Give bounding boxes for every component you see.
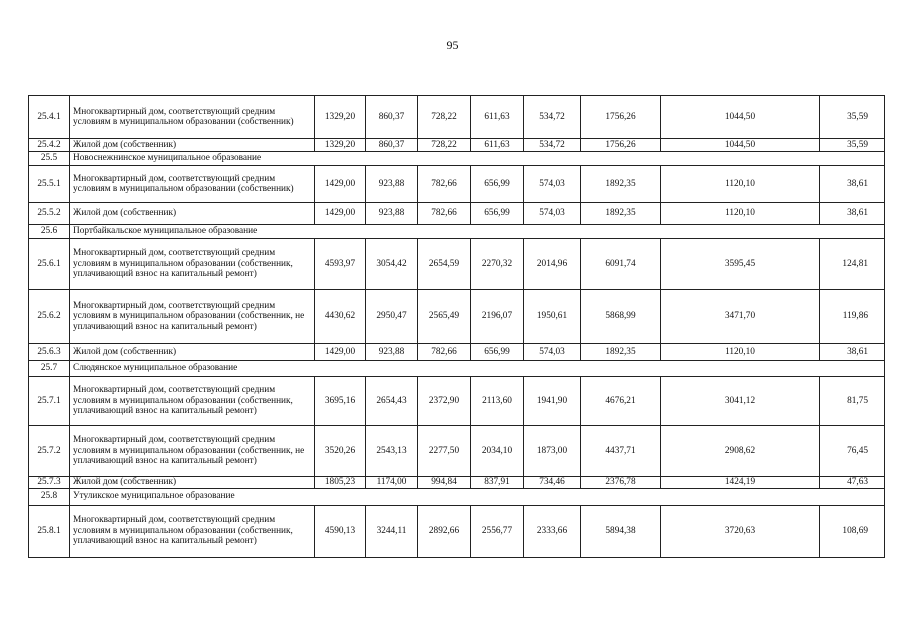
row-description: Многоквартирный дом, соответствующий средним условиям в муниципальном образовании (собственник): [70, 96, 315, 139]
value-cell: 728,22: [418, 96, 471, 139]
value-cell: 2654,43: [366, 377, 418, 426]
row-description: Многоквартирный дом, соответствующий средним условиям в муниципальном образовании (собственник): [70, 166, 315, 203]
value-cell: 35,59: [820, 96, 885, 139]
value-cell: 1120,10: [661, 166, 820, 203]
value-cell: 38,61: [820, 166, 885, 203]
table-row: [29, 344, 885, 361]
value-cell: 728,22: [418, 139, 471, 152]
value-cell: 119,86: [820, 290, 885, 344]
value-cell: 81,75: [820, 377, 885, 426]
value-cell: 1873,00: [524, 426, 581, 477]
value-cell: 4430,62: [315, 290, 366, 344]
value-cell: 1892,35: [581, 203, 661, 225]
row-number: 25.7.3: [29, 477, 70, 489]
row-number: 25.6.1: [29, 239, 70, 290]
value-cell: 4590,13: [315, 505, 366, 557]
value-cell: 1429,00: [315, 166, 366, 203]
value-cell: 534,72: [524, 96, 581, 139]
row-description: Многоквартирный дом, соответствующий средним условиям в муниципальном образовании (собственник, не уплачивающий взнос на капитальный ремонт): [70, 426, 315, 477]
table-row: [29, 477, 885, 489]
table-row: [29, 166, 885, 203]
value-cell: 1329,20: [315, 96, 366, 139]
value-cell: 1429,00: [315, 344, 366, 361]
section-title: Портбайкальское муниципальное образование: [70, 225, 885, 239]
value-cell: 2196,07: [471, 290, 524, 344]
row-number: 25.6.2: [29, 290, 70, 344]
value-cell: 3471,70: [661, 290, 820, 344]
value-cell: 38,61: [820, 344, 885, 361]
value-cell: 923,88: [366, 166, 418, 203]
value-cell: 4676,21: [581, 377, 661, 426]
value-cell: 734,46: [524, 477, 581, 489]
value-cell: 1892,35: [581, 166, 661, 203]
value-cell: 2543,13: [366, 426, 418, 477]
value-cell: 1120,10: [661, 344, 820, 361]
table-row: [29, 290, 885, 344]
section-row: [29, 152, 885, 166]
value-cell: 2565,49: [418, 290, 471, 344]
value-cell: 1892,35: [581, 344, 661, 361]
value-cell: 1941,90: [524, 377, 581, 426]
value-cell: 656,99: [471, 344, 524, 361]
value-cell: 3054,42: [366, 239, 418, 290]
value-cell: 2376,78: [581, 477, 661, 489]
section-row: [29, 488, 885, 505]
value-cell: 2556,77: [471, 505, 524, 557]
row-description: Жилой дом (собственник): [70, 477, 315, 489]
value-cell: 1805,23: [315, 477, 366, 489]
value-cell: 5894,38: [581, 505, 661, 557]
table-row: [29, 377, 885, 426]
row-number: 25.4.1: [29, 96, 70, 139]
value-cell: 2908,62: [661, 426, 820, 477]
value-cell: 47,63: [820, 477, 885, 489]
row-description: Многоквартирный дом, соответствующий средним условиям в муниципальном образовании (собственник, уплачивающий взнос на капитальный ремонт): [70, 377, 315, 426]
row-number: 25.6.3: [29, 344, 70, 361]
value-cell: 108,69: [820, 505, 885, 557]
value-cell: 5868,99: [581, 290, 661, 344]
value-cell: 611,63: [471, 96, 524, 139]
table-body: [29, 96, 885, 558]
row-number: 25.8.1: [29, 505, 70, 557]
table-row: [29, 139, 885, 152]
value-cell: 2892,66: [418, 505, 471, 557]
table-row: [29, 426, 885, 477]
section-row: [29, 361, 885, 377]
value-cell: 2270,32: [471, 239, 524, 290]
value-cell: 3595,45: [661, 239, 820, 290]
value-cell: 6091,74: [581, 239, 661, 290]
value-cell: 534,72: [524, 139, 581, 152]
value-cell: 574,03: [524, 344, 581, 361]
value-cell: 1329,20: [315, 139, 366, 152]
value-cell: 656,99: [471, 166, 524, 203]
row-description: Жилой дом (собственник): [70, 203, 315, 225]
value-cell: 2014,96: [524, 239, 581, 290]
row-description: Многоквартирный дом, соответствующий средним условиям в муниципальном образовании (собственник, уплачивающий взнос на капитальный ремонт): [70, 505, 315, 557]
value-cell: 4437,71: [581, 426, 661, 477]
row-description: Жилой дом (собственник): [70, 139, 315, 152]
value-cell: 4593,97: [315, 239, 366, 290]
value-cell: 3695,16: [315, 377, 366, 426]
value-cell: 1950,61: [524, 290, 581, 344]
value-cell: 2277,50: [418, 426, 471, 477]
table-row: [29, 505, 885, 557]
value-cell: 2113,60: [471, 377, 524, 426]
value-cell: 3720,63: [661, 505, 820, 557]
table-row: [29, 239, 885, 290]
row-number: 25.5.1: [29, 166, 70, 203]
value-cell: 1756,26: [581, 96, 661, 139]
section-title: Утуликское муниципальное образование: [70, 488, 885, 505]
section-title: Новоснежнинское муниципальное образование: [70, 152, 885, 166]
row-description: Жилой дом (собственник): [70, 344, 315, 361]
value-cell: 1429,00: [315, 203, 366, 225]
value-cell: 1044,50: [661, 96, 820, 139]
value-cell: 656,99: [471, 203, 524, 225]
section-title: Слюдянское муниципальное образование: [70, 361, 885, 377]
value-cell: 1424,19: [661, 477, 820, 489]
row-number: 25.4.2: [29, 139, 70, 152]
value-cell: 611,63: [471, 139, 524, 152]
row-number: 25.7.2: [29, 426, 70, 477]
value-cell: 3520,26: [315, 426, 366, 477]
row-number: 25.6: [29, 225, 70, 239]
row-number: 25.5.2: [29, 203, 70, 225]
table-row: [29, 203, 885, 225]
row-description: Многоквартирный дом, соответствующий средним условиям в муниципальном образовании (собственник, не уплачивающий взнос на капитальный ремонт): [70, 290, 315, 344]
value-cell: 1044,50: [661, 139, 820, 152]
value-cell: 782,66: [418, 203, 471, 225]
table-row: [29, 96, 885, 139]
value-cell: 2372,90: [418, 377, 471, 426]
value-cell: 1756,26: [581, 139, 661, 152]
row-number: 25.8: [29, 488, 70, 505]
value-cell: 2034,10: [471, 426, 524, 477]
value-cell: 2654,59: [418, 239, 471, 290]
value-cell: 38,61: [820, 203, 885, 225]
value-cell: 782,66: [418, 166, 471, 203]
value-cell: 1174,00: [366, 477, 418, 489]
value-cell: 574,03: [524, 203, 581, 225]
value-cell: 923,88: [366, 344, 418, 361]
row-number: 25.5: [29, 152, 70, 166]
value-cell: 860,37: [366, 96, 418, 139]
value-cell: 923,88: [366, 203, 418, 225]
section-row: [29, 225, 885, 239]
value-cell: 76,45: [820, 426, 885, 477]
value-cell: 124,81: [820, 239, 885, 290]
value-cell: 574,03: [524, 166, 581, 203]
page-number: 95: [446, 38, 459, 52]
value-cell: 860,37: [366, 139, 418, 152]
value-cell: 3041,12: [661, 377, 820, 426]
value-cell: 994,84: [418, 477, 471, 489]
value-cell: 2333,66: [524, 505, 581, 557]
value-cell: 3244,11: [366, 505, 418, 557]
row-number: 25.7: [29, 361, 70, 377]
value-cell: 2950,47: [366, 290, 418, 344]
value-cell: 1120,10: [661, 203, 820, 225]
row-number: 25.7.1: [29, 377, 70, 426]
value-cell: 837,91: [471, 477, 524, 489]
value-cell: 782,66: [418, 344, 471, 361]
row-description: Многоквартирный дом, соответствующий средним условиям в муниципальном образовании (собственник, уплачивающий взнос на капитальный ремонт): [70, 239, 315, 290]
value-cell: 35,59: [820, 139, 885, 152]
tariff-table: [28, 95, 885, 558]
